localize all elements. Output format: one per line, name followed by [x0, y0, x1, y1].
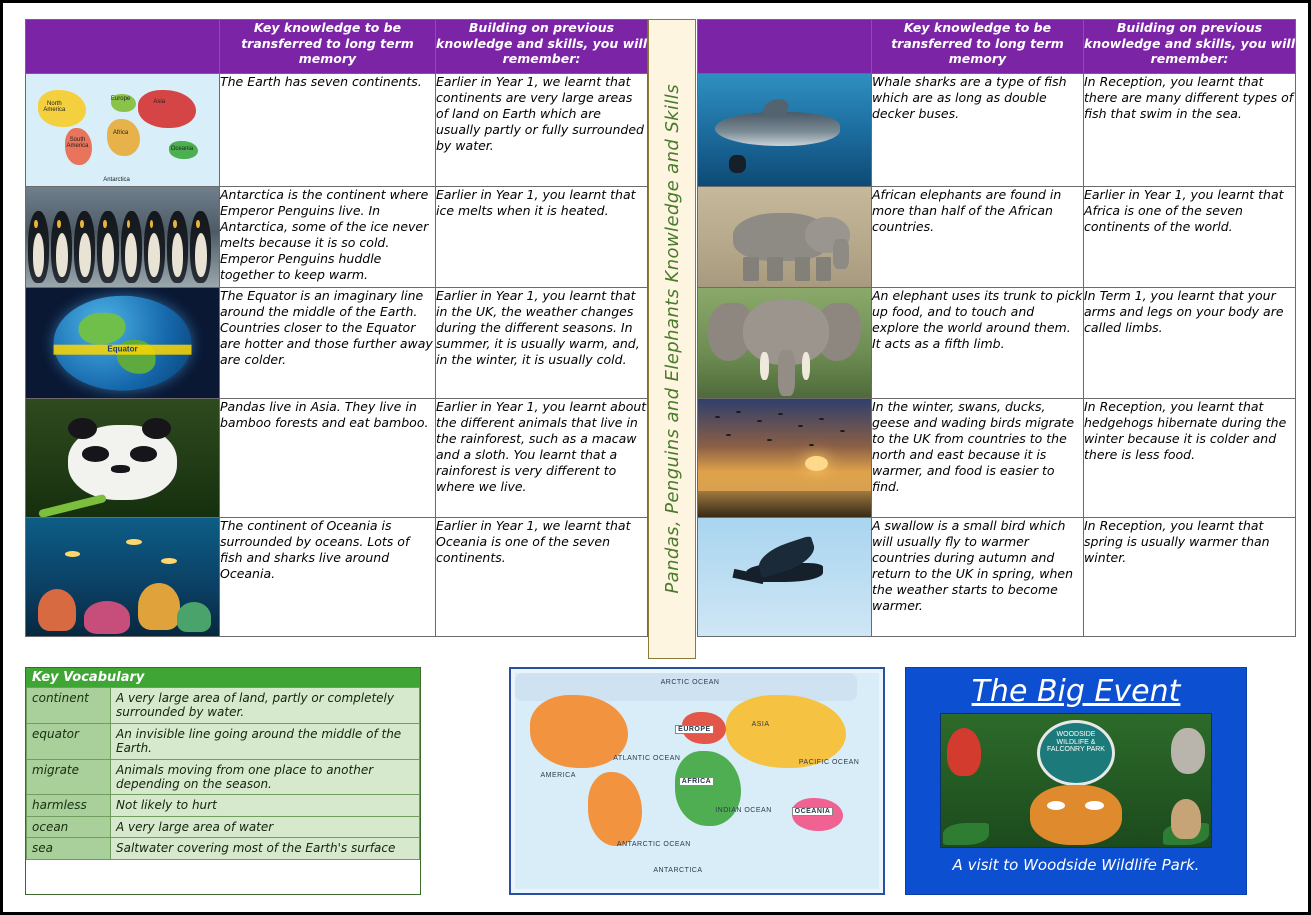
row-image-cell — [26, 288, 220, 399]
prior-knowledge-cell: In Term 1, you learnt that your arms and legs on your body are called limbs. — [1084, 288, 1296, 399]
row-image-cell — [698, 74, 872, 187]
key-knowledge-cell: The Equator is an imaginary line around the middle of the Earth. Countries closer to the Equator are hotter and those further away are colder. — [220, 288, 436, 399]
map-label: EUROPE — [675, 725, 714, 734]
table-row — [26, 399, 648, 518]
table-header-row — [26, 20, 648, 74]
spine-text: Pandas, Penguins and Elephants Knowledge and Skills — [661, 84, 683, 594]
row-image-cell — [26, 518, 220, 637]
table-row — [27, 723, 420, 759]
knowledge-left-table — [25, 19, 648, 637]
prior-knowledge-cell: Earlier in Year 1, you learnt that ice melts when it is heated. — [436, 187, 648, 288]
prior-knowledge-cell: In Reception, you learnt that there are many different types of fish that swim in the sea. — [1084, 74, 1296, 187]
african-elephant-photo — [698, 187, 871, 287]
map-label: ANTARCTIC OCEAN — [616, 840, 691, 848]
vocabulary-definition: Animals moving from one place to another depending on the season. — [111, 759, 420, 795]
woodside-logo: WOODSIDE WILDLIFE & FALCONRY PARK — [1037, 720, 1115, 786]
tiger-illustration — [1030, 785, 1122, 845]
table-row — [698, 288, 1296, 399]
row-image-cell — [26, 399, 220, 518]
table-row — [698, 399, 1296, 518]
map-label: PACIFIC OCEAN — [798, 759, 860, 767]
bottom-section — [25, 667, 1295, 895]
map-label: OCEANIA — [792, 807, 834, 816]
vocabulary-term: continent — [27, 688, 111, 724]
key-knowledge-cell: Whale sharks are a type of fish which are as long as double decker buses. — [872, 74, 1084, 187]
knowledge-left-column — [25, 19, 647, 659]
topic-spine-label — [648, 19, 696, 659]
elephant-trunk-closeup-photo — [698, 288, 871, 398]
column-header-prior-knowledge: Building on previous knowledge and skills, you will remember: — [1084, 20, 1296, 74]
vocabulary-term: harmless — [27, 795, 111, 816]
vocabulary-table — [26, 687, 420, 860]
row-image-cell — [698, 288, 872, 399]
column-header-key-knowledge: Key knowledge to be transferred to long term memory — [220, 20, 436, 74]
table-row — [27, 795, 420, 816]
table-row — [26, 187, 648, 288]
map-label: AMERICA — [540, 772, 576, 780]
key-knowledge-cell: A swallow is a small bird which will usually fly to warmer countries during autumn and return to the UK in spring, when the weather starts to become warmer. — [872, 518, 1084, 637]
vocabulary-term: ocean — [27, 816, 111, 837]
key-knowledge-cell: An elephant uses its trunk to pick up food, and to touch and explore the world around them. It acts as a fifth limb. — [872, 288, 1084, 399]
world-map-image — [515, 673, 879, 889]
key-knowledge-cell: The continent of Oceania is surrounded by oceans. Lots of fish and sharks live around Oceania. — [220, 518, 436, 637]
vocabulary-definition: A very large area of water — [111, 816, 420, 837]
woodside-wildlife-park-photo — [940, 713, 1212, 848]
table-row — [698, 518, 1296, 637]
key-knowledge-cell: In the winter, swans, ducks, geese and wading birds migrate to the UK from countries to the north and east because it is warmer, and food is easier to find. — [872, 399, 1084, 518]
key-knowledge-cell: The Earth has seven continents. — [220, 74, 436, 187]
migrating-birds-sunset-photo — [698, 399, 871, 517]
prior-knowledge-cell: Earlier in Year 1, we learnt that Oceania is one of the seven continents. — [436, 518, 648, 637]
knowledge-right-column — [697, 19, 1295, 659]
map-label: ATLANTIC OCEAN — [613, 755, 681, 763]
vocabulary-definition: A very large area of land, partly or completely surrounded by water. — [111, 688, 420, 724]
column-header-image — [26, 20, 220, 74]
world-map-continents-photo: North America South America Africa Europe Asia Oceania Antarctica — [26, 74, 219, 186]
prior-knowledge-cell: Earlier in Year 1, you learnt that in the UK, the weather changes during the different seasons. In summer, it is usually warm, and, in the winter, it is usually cold. — [436, 288, 648, 399]
whale-shark-diver-photo — [698, 74, 871, 186]
prior-knowledge-cell: Earlier in Year 1, you learnt about the different animals that live in the rainforest, such as a macaw and a sloth. You learnt that a rainforest is very different to where we live. — [436, 399, 648, 518]
table-row — [698, 187, 1296, 288]
big-event-title: The Big Event — [971, 674, 1181, 709]
meerkat-illustration — [1171, 799, 1201, 839]
table-row — [26, 288, 648, 399]
big-event-caption: A visit to Woodside Wildlife Park. — [952, 856, 1200, 874]
map-label: ARCTIC OCEAN — [660, 679, 720, 687]
coral-reef-ocean-photo — [26, 518, 219, 636]
map-label: AFRICA — [679, 777, 714, 786]
vocabulary-definition: Saltwater covering most of the Earth's surface — [111, 838, 420, 859]
globe-equator-photo: Equator — [26, 288, 219, 398]
row-image-cell — [26, 187, 220, 288]
world-map-panel — [509, 667, 885, 895]
map-label: ASIA — [751, 720, 770, 728]
column-header-image — [698, 20, 872, 74]
table-row — [26, 74, 648, 187]
table-row — [26, 518, 648, 637]
row-image-cell — [698, 399, 872, 518]
table-row — [27, 816, 420, 837]
swallow-in-flight-photo — [698, 518, 871, 636]
column-header-prior-knowledge: Building on previous knowledge and skills, you will remember: — [436, 20, 648, 74]
key-knowledge-cell: Antarctica is the continent where Emperor Penguins live. In Antarctica, some of the ice never melts because it is so cold. Emperor Penguins huddle together to keep warm. — [220, 187, 436, 288]
table-row — [27, 759, 420, 795]
table-row — [27, 838, 420, 859]
vocabulary-term: sea — [27, 838, 111, 859]
column-header-key-knowledge: Key knowledge to be transferred to long term memory — [872, 20, 1084, 74]
knowledge-right-table — [697, 19, 1296, 637]
table-header-row — [698, 20, 1296, 74]
table-row — [27, 688, 420, 724]
row-image-cell — [698, 187, 872, 288]
prior-knowledge-cell: Earlier in Year 1, we learnt that continents are very large areas of land on Earth which are usually partly or fully surrounded by water. — [436, 74, 648, 187]
vocabulary-definition: Not likely to hurt — [111, 795, 420, 816]
prior-knowledge-cell: In Reception, you learnt that hedgehogs hibernate during the winter because it is colder and there is less food. — [1084, 399, 1296, 518]
giant-panda-photo — [26, 399, 219, 517]
row-image-cell — [698, 518, 872, 637]
parrot-illustration — [947, 728, 981, 776]
prior-knowledge-cell: Earlier in Year 1, you learnt that Africa is one of the seven continents of the world. — [1084, 187, 1296, 288]
key-vocabulary-panel — [25, 667, 421, 895]
row-image-cell — [26, 74, 220, 187]
emperor-penguins-photo — [26, 187, 219, 287]
key-knowledge-cell: Pandas live in Asia. They live in bamboo forests and eat bamboo. — [220, 399, 436, 518]
map-label: ANTARCTICA — [653, 866, 703, 874]
prior-knowledge-cell: In Reception, you learnt that spring is usually warmer than winter. — [1084, 518, 1296, 637]
table-row — [698, 74, 1296, 187]
key-knowledge-cell: African elephants are found in more than half of the African countries. — [872, 187, 1084, 288]
big-event-panel — [905, 667, 1247, 895]
lemur-illustration — [1171, 728, 1205, 774]
vocabulary-term: equator — [27, 723, 111, 759]
vocabulary-term: migrate — [27, 759, 111, 795]
vocabulary-definition: An invisible line going around the middle of the Earth. — [111, 723, 420, 759]
key-vocabulary-title: Key Vocabulary — [26, 668, 420, 687]
map-label: INDIAN OCEAN — [715, 806, 772, 814]
knowledge-grid — [25, 19, 1295, 659]
